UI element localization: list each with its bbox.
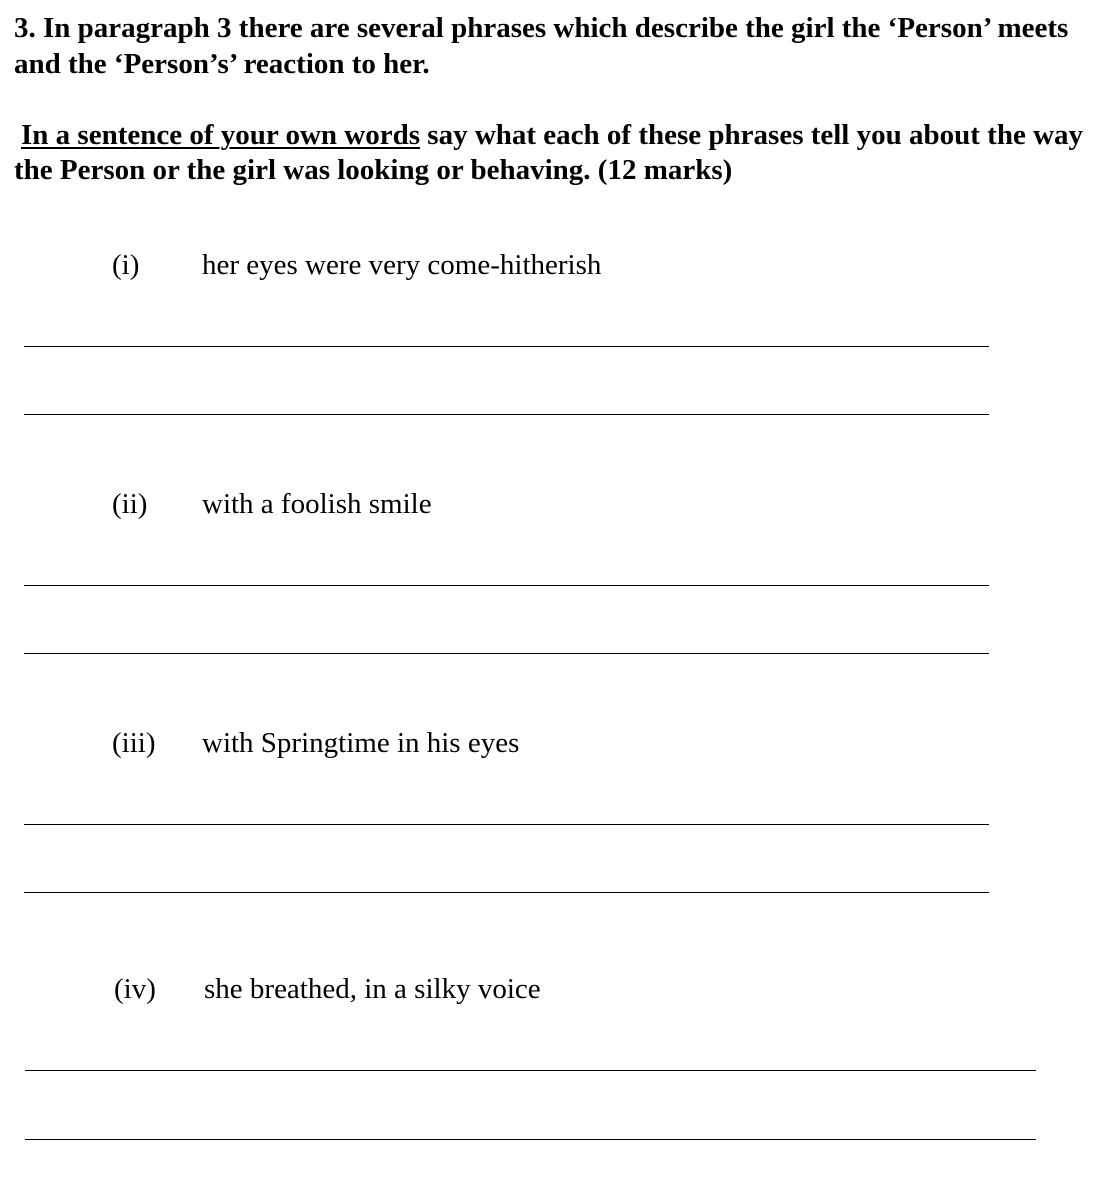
question-heading: 3. In paragraph 3 there are several phrases which describe the girl the ‘Person’ meets and the ‘Person’s’ reaction to her. [14, 12, 1069, 80]
item-numeral: (iii) [112, 727, 156, 759]
item-numeral: (i) [112, 249, 140, 281]
item-numeral: (ii) [112, 488, 148, 520]
instruction-text: say what each of these phrases tell you about the way the Person or the girl was looking or behaving. (12 marks) [14, 119, 1084, 186]
answer-line-1[interactable] [24, 824, 989, 825]
item-numeral: (iv) [114, 973, 156, 1005]
answer-line-2[interactable] [24, 653, 989, 654]
item-phrase: with Springtime in his eyes [202, 727, 520, 759]
answer-line-2[interactable] [25, 1139, 1036, 1140]
answer-line-1[interactable] [24, 346, 989, 347]
item-phrase: she breathed, in a silky voice [204, 973, 541, 1005]
answer-line-2[interactable] [24, 414, 989, 415]
answer-line-1[interactable] [24, 585, 989, 586]
item-phrase: with a foolish smile [202, 488, 432, 520]
answer-line-2[interactable] [24, 892, 989, 893]
item-phrase: her eyes were very come-hitherish [202, 249, 602, 281]
instruction-emphasis: In a sentence of your own words [21, 119, 421, 151]
question-instruction [14, 118, 1089, 188]
answer-line-1[interactable] [25, 1070, 1036, 1071]
